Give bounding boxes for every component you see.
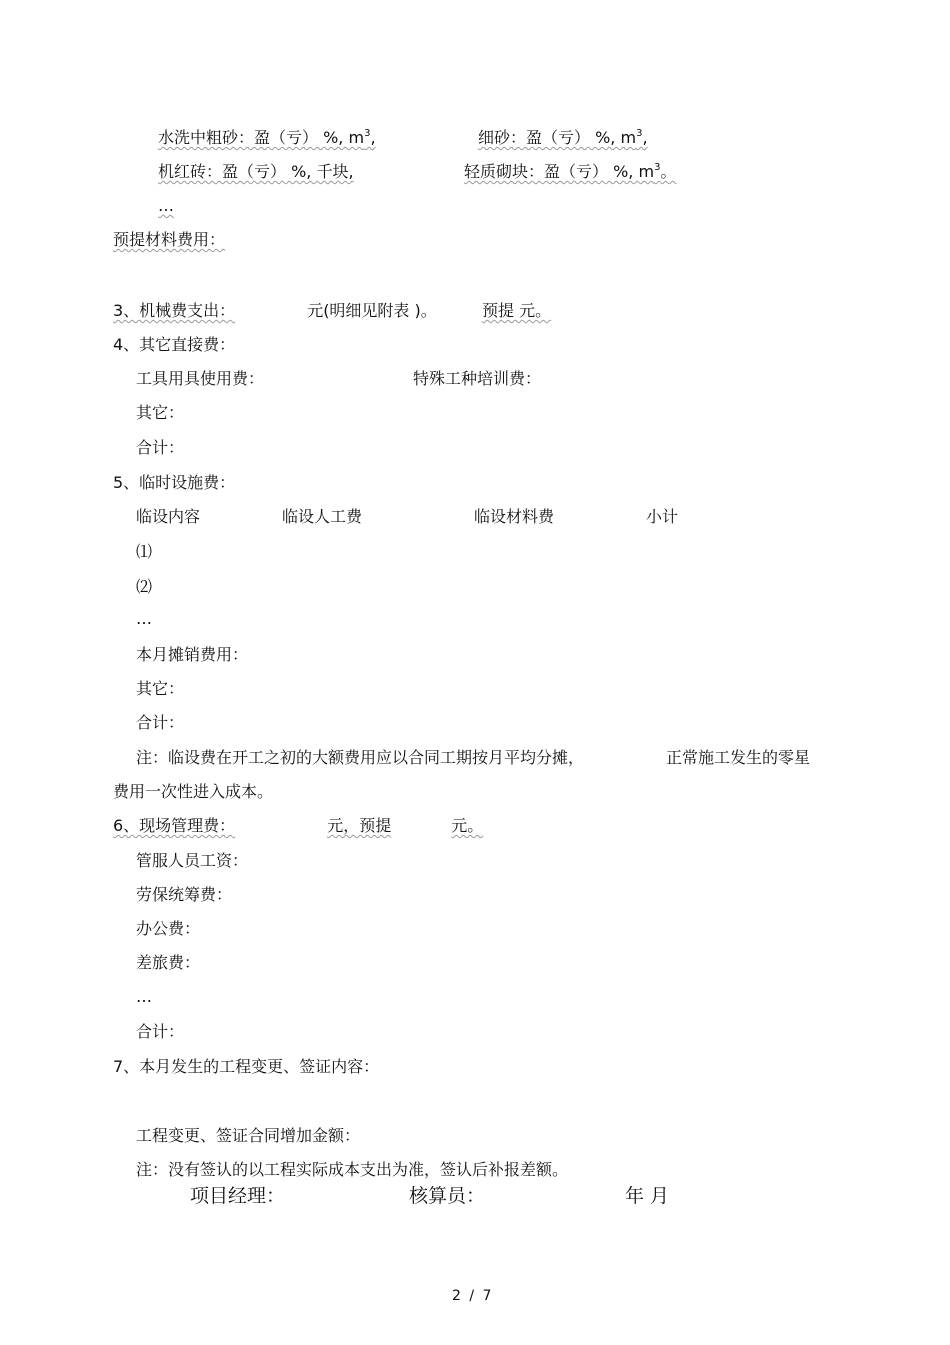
section7-title: 7、本月发生的工程变更、签证内容：	[113, 1057, 380, 1076]
section5-ellipsis: …	[136, 609, 152, 628]
material-row2-right: 轻质砌块：盈（亏） %, $m^3$。	[464, 162, 677, 181]
header-labor: 临设人工费	[282, 507, 363, 526]
material-row1-right: 细砂：盈（亏） %, $m^3$,	[478, 128, 648, 147]
section5-title: 5、临时设施费：	[113, 473, 236, 492]
section5-note-line2: 费用一次性进入成本。	[113, 782, 274, 801]
section3-provision: 预提 元。	[482, 301, 552, 320]
section4-total: 合计：	[136, 438, 185, 457]
page-number: 2 / 7	[452, 1288, 494, 1304]
header-subtotal: 小计	[646, 507, 679, 526]
section7-note: 注：没有签认的以工程实际成本支出为准，签认后补报差额。	[136, 1160, 569, 1179]
tool-fee-label: 工具用具使用费：	[136, 369, 265, 388]
change-amount-label: 工程变更、签证合同增加金额：	[136, 1126, 361, 1145]
material-row2-left: 机红砖：盈（亏） %, 千块,	[158, 162, 354, 181]
material-row1-left: 水洗中粗砂：盈（亏） %, $m^3$,	[158, 128, 376, 147]
section4-other: 其它：	[136, 403, 185, 422]
training-fee-label: 特殊工种培训费：	[413, 369, 542, 388]
project-manager-label: 项目经理：	[190, 1185, 286, 1207]
amortized-label: 本月摊销费用：	[136, 645, 249, 664]
section6-line	[113, 816, 483, 836]
section4-title: 4、其它直接费：	[113, 335, 236, 354]
section6-total: 合计：	[136, 1022, 185, 1041]
salary-label: 管服人员工资：	[136, 851, 249, 870]
section6-text-end: 元。	[451, 816, 484, 835]
section5-total: 合计：	[136, 713, 185, 732]
section6-text: 元，预提	[327, 816, 392, 835]
insurance-label: 劳保统筹费：	[136, 885, 233, 904]
list-item: ⑵	[136, 577, 153, 596]
section5-note-line1b: 正常施工发生的零星	[666, 748, 811, 767]
section6-ellipsis: …	[136, 987, 152, 1006]
header-content: 临设内容	[136, 507, 201, 526]
section3-label: 3、机械费支出：	[113, 301, 236, 320]
date-label: 年 月	[625, 1185, 670, 1207]
section3-line	[113, 301, 437, 321]
accountant-label: 核算员：	[409, 1185, 486, 1207]
header-material: 临设材料费	[474, 507, 555, 526]
list-item: ⑴	[136, 542, 153, 561]
material-ellipsis: …	[158, 196, 174, 215]
section3-text: 元(明细见附表 )。	[307, 301, 437, 320]
section5-other: 其它：	[136, 679, 185, 698]
section6-label: 6、现场管理费：	[113, 816, 236, 835]
section5-note-line1: 注：临设费在开工之初的大额费用应以合同工期按月平均分摊，	[136, 748, 585, 767]
material-provision: 预提材料费用：	[113, 230, 226, 249]
travel-label: 差旅费：	[136, 953, 201, 972]
office-label: 办公费：	[136, 919, 201, 938]
